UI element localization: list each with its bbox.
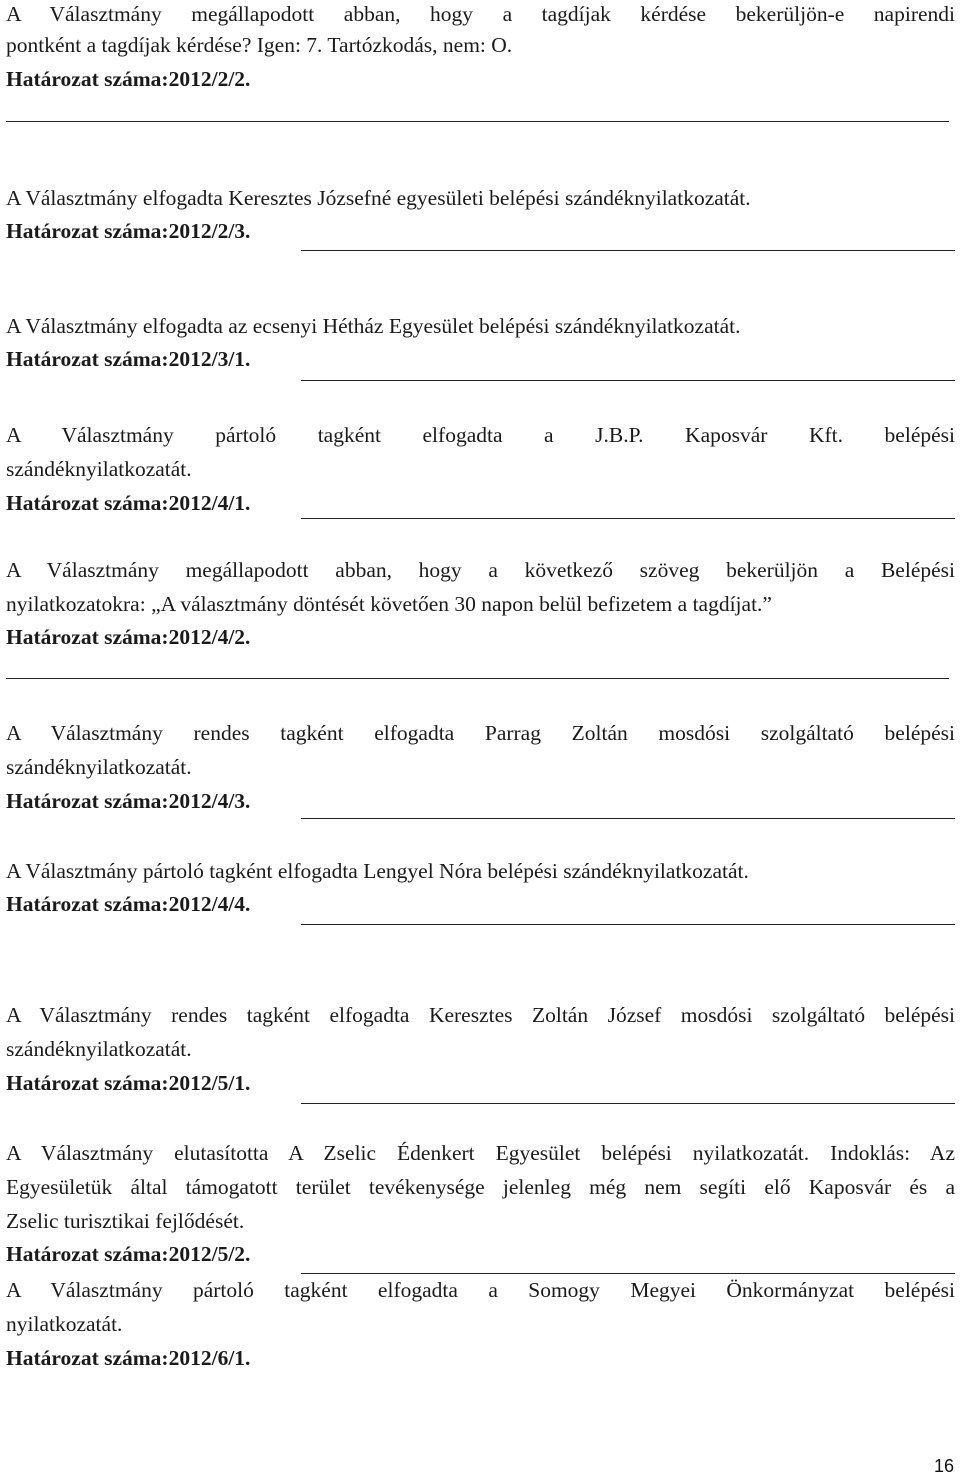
- paragraph-line: A Választmány rendes tagként elfogadta Keresztes Zoltán József mosdósi szolgáltató belépési: [6, 1003, 955, 1027]
- resolution-number: Határozat száma:2012/2/3.: [6, 219, 251, 243]
- paragraph-line: A Választmány megállapodott abban, hogy a következő szöveg bekerüljön a Belépési: [6, 558, 955, 582]
- separator-line: [301, 818, 955, 819]
- paragraph-line: nyilatkozatokra: „A választmány döntését követően 30 napon belül befizetem a tagdíjat.”: [6, 592, 772, 616]
- paragraph-line: A Választmány pártoló tagként elfogadta Lengyel Nóra belépési szándéknyilatkozatát.: [6, 859, 749, 883]
- paragraph-line: A Választmány elutasította A Zselic Édenkert Egyesület belépési nyilatkozatát. Indoklás: Az: [6, 1141, 955, 1165]
- page-number: 16: [933, 1456, 954, 1476]
- resolution-number: Határozat száma:2012/4/2.: [6, 625, 251, 649]
- resolution-number: Határozat száma:2012/5/2.: [6, 1242, 251, 1266]
- resolution-number: Határozat száma:2012/4/4.: [6, 892, 251, 916]
- resolution-number: Határozat száma:2012/6/1.: [6, 1346, 251, 1370]
- paragraph-line: Zselic turisztikai fejlődését.: [6, 1209, 245, 1233]
- document-page: [6, 0, 955, 1480]
- separator-line: [6, 678, 949, 679]
- resolution-number: Határozat száma:2012/3/1.: [6, 347, 251, 371]
- paragraph-line: szándéknyilatkozatát.: [6, 457, 192, 481]
- paragraph-line: szándéknyilatkozatát.: [6, 1037, 192, 1061]
- paragraph-line: A Választmány rendes tagként elfogadta Parrag Zoltán mosdósi szolgáltató belépési: [6, 721, 955, 745]
- paragraph-line: Egyesületük által támogatott terület tevékenysége jelenleg még nem segíti elő Kaposvár és a: [6, 1175, 955, 1199]
- separator-line: [301, 380, 955, 381]
- paragraph-line: szándéknyilatkozatát.: [6, 755, 192, 779]
- paragraph-line: A Választmány pártoló tagként elfogadta a Somogy Megyei Önkormányzat belépési: [6, 1278, 955, 1302]
- resolution-number: Határozat száma:2012/4/3.: [6, 789, 251, 813]
- paragraph-line: pontként a tagdíjak kérdése? Igen: 7. Tartózkodás, nem: O.: [6, 33, 513, 57]
- separator-line: [301, 250, 955, 251]
- paragraph-line: nyilatkozatát.: [6, 1312, 123, 1336]
- paragraph-line: A Választmány elfogadta Keresztes Józsefné egyesületi belépési szándéknyilatkozatát.: [6, 186, 751, 210]
- separator-line: [301, 924, 955, 925]
- paragraph-line: A Választmány elfogadta az ecsenyi Hétház Egyesület belépési szándéknyilatkozatát.: [6, 314, 741, 338]
- resolution-number: Határozat száma:2012/5/1.: [6, 1071, 251, 1095]
- resolution-number: Határozat száma:2012/2/2.: [6, 67, 251, 91]
- paragraph-line: A Választmány pártoló tagként elfogadta a J.B.P. Kaposvár Kft. belépési: [6, 423, 955, 447]
- separator-line: [6, 121, 949, 122]
- separator-line: [301, 1103, 955, 1104]
- paragraph-line: A Választmány megállapodott abban, hogy a tagdíjak kérdése bekerüljön-e napirendi: [6, 2, 955, 26]
- resolution-number: Határozat száma:2012/4/1.: [6, 491, 251, 515]
- separator-line: [301, 518, 955, 519]
